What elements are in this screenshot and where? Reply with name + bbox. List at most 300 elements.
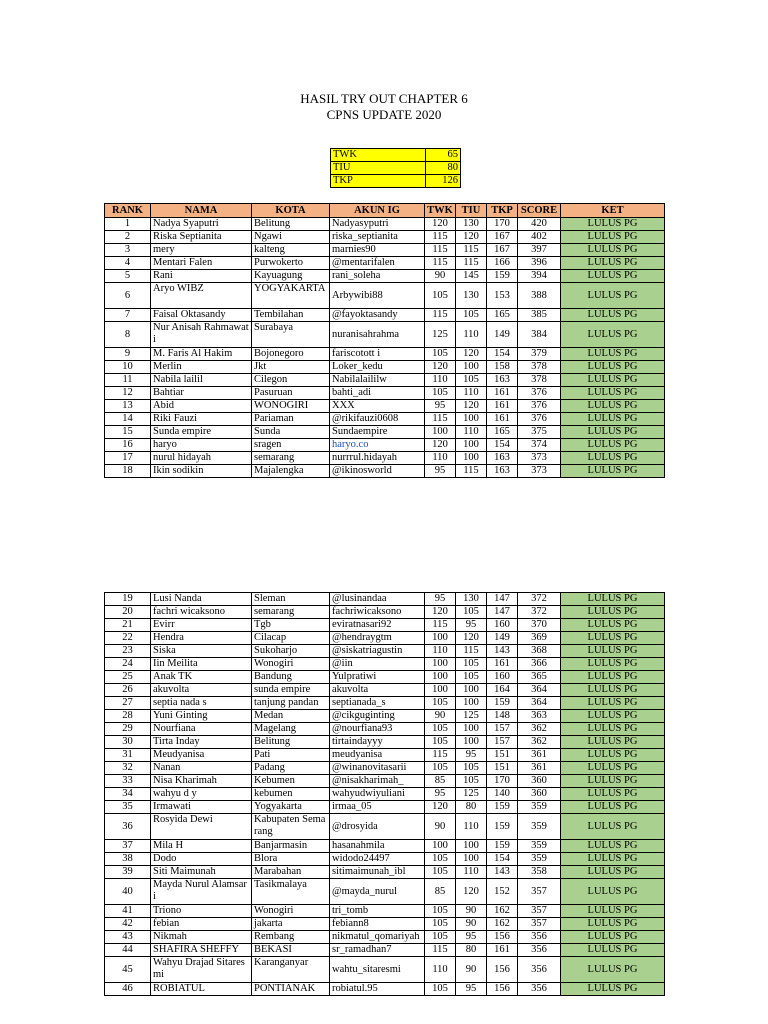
akun-ig-link[interactable]: haryo.co [330,439,425,452]
nama-cell: wahyu d y [151,788,252,801]
twk-cell: 100 [425,671,456,684]
rank-cell: 23 [105,645,151,658]
nama-cell: Aryo WIBZ [151,283,252,309]
results-table-bottom [104,592,665,996]
rank-cell: 10 [105,361,151,374]
nama-cell: Evirr [151,619,252,632]
ket-cell: LULUS PG [561,322,665,348]
score-cell: 359 [518,814,561,840]
nama-cell: Nisa Kharimah [151,775,252,788]
nama-cell: Siska [151,645,252,658]
table-row [105,309,665,322]
ket-cell: LULUS PG [561,452,665,465]
rank-cell: 33 [105,775,151,788]
tiu-cell: 100 [456,853,487,866]
table-row [105,983,665,996]
score-cell: 384 [518,322,561,348]
ket-cell: LULUS PG [561,309,665,322]
tkp-cell: 147 [487,593,518,606]
tkp-cell: 161 [487,413,518,426]
tkp-cell: 159 [487,814,518,840]
rank-cell: 30 [105,736,151,749]
table-row [105,749,665,762]
rank-cell: 38 [105,853,151,866]
header-row [105,204,665,218]
twk-cell: 120 [425,218,456,231]
nama-cell: haryo [151,439,252,452]
nama-cell: Nur Anisah Rahmawati [151,322,252,348]
score-cell: 362 [518,736,561,749]
score-cell: 394 [518,270,561,283]
score-cell: 359 [518,853,561,866]
table-row [105,671,665,684]
nama-cell: Nabila lailil [151,374,252,387]
table-row [105,801,665,814]
akun-ig-cell: @cikguginting [330,710,425,723]
table-row [105,957,665,983]
twk-cell: 105 [425,905,456,918]
tkp-cell: 162 [487,905,518,918]
table-row [105,244,665,257]
tkp-cell: 154 [487,348,518,361]
twk-cell: 110 [425,374,456,387]
tkp-cell: 159 [487,840,518,853]
tkp-cell: 162 [487,918,518,931]
col-rank-header: RANK [105,204,151,218]
rank-cell: 6 [105,283,151,309]
kota-cell: Belitung [252,736,330,749]
tkp-cell: 164 [487,684,518,697]
kota-cell: Banjarmasin [252,840,330,853]
table-row [105,452,665,465]
table-row [105,619,665,632]
table-row [105,762,665,775]
tkp-cell: 149 [487,322,518,348]
tkp-cell: 152 [487,879,518,905]
tkp-cell: 161 [487,944,518,957]
table-row [105,322,665,348]
ket-cell: LULUS PG [561,749,665,762]
tiu-cell: 125 [456,710,487,723]
tkp-cell: 167 [487,231,518,244]
nama-cell: febian [151,918,252,931]
twk-cell: 100 [425,632,456,645]
twk-cell: 90 [425,270,456,283]
kota-cell: Karanganyar [252,957,330,983]
nama-cell: Riki Fauzi [151,413,252,426]
score-cell: 356 [518,957,561,983]
kota-cell: Padang [252,762,330,775]
ket-cell: LULUS PG [561,218,665,231]
score-cell: 359 [518,840,561,853]
kota-cell: semarang [252,606,330,619]
table-row [105,814,665,840]
akun-ig-cell: Nabilalaililw [330,374,425,387]
kota-cell: kebumen [252,788,330,801]
tiu-cell: 130 [456,283,487,309]
tiu-cell: 100 [456,361,487,374]
twk-cell: 120 [425,606,456,619]
nama-cell: Hendra [151,632,252,645]
twk-cell: 95 [425,465,456,478]
tiu-cell: 130 [456,593,487,606]
tiu-cell: 120 [456,879,487,905]
rank-cell: 14 [105,413,151,426]
akun-ig-cell: eviratnasari92 [330,619,425,632]
score-cell: 385 [518,309,561,322]
threshold-value: 80 [426,162,461,175]
nama-cell: Merlin [151,361,252,374]
twk-cell: 110 [425,452,456,465]
rank-cell: 18 [105,465,151,478]
tiu-cell: 120 [456,231,487,244]
tiu-cell: 120 [456,400,487,413]
score-cell: 402 [518,231,561,244]
tiu-cell: 115 [456,244,487,257]
akun-ig-cell: meudyanisa [330,749,425,762]
score-cell: 359 [518,801,561,814]
ket-cell: LULUS PG [561,465,665,478]
tiu-cell: 105 [456,671,487,684]
tkp-cell: 158 [487,361,518,374]
score-cell: 357 [518,905,561,918]
tkp-cell: 166 [487,257,518,270]
tkp-cell: 160 [487,671,518,684]
table-row [105,905,665,918]
table-row [105,413,665,426]
ket-cell: LULUS PG [561,684,665,697]
rank-cell: 13 [105,400,151,413]
nama-cell: mery [151,244,252,257]
kota-cell: Yogyakarta [252,801,330,814]
nama-cell: Mila H [151,840,252,853]
ket-cell: LULUS PG [561,918,665,931]
twk-cell: 105 [425,866,456,879]
kota-cell: Medan [252,710,330,723]
twk-cell: 100 [425,840,456,853]
twk-cell: 115 [425,257,456,270]
rank-cell: 11 [105,374,151,387]
tiu-cell: 90 [456,957,487,983]
nama-cell: Rosyida Dewi [151,814,252,840]
rank-cell: 40 [105,879,151,905]
rank-cell: 36 [105,814,151,840]
akun-ig-cell: @mayda_nurul [330,879,425,905]
kota-cell: Bandung [252,671,330,684]
tkp-cell: 156 [487,983,518,996]
score-cell: 396 [518,257,561,270]
tiu-cell: 95 [456,749,487,762]
akun-ig-cell: wahtu_sitaresmi [330,957,425,983]
score-cell: 378 [518,361,561,374]
twk-cell: 115 [425,619,456,632]
kota-cell: Kebumen [252,775,330,788]
akun-ig-cell: fariscotott i [330,348,425,361]
table-row [105,736,665,749]
col-akun-ig-header: AKUN IG [330,204,425,218]
ket-cell: LULUS PG [561,593,665,606]
kota-cell: Majalengka [252,465,330,478]
score-cell: 376 [518,387,561,400]
tiu-cell: 105 [456,658,487,671]
akun-ig-cell: @rikifauzi0608 [330,413,425,426]
nama-cell: Nadya Syaputri [151,218,252,231]
table-row [105,361,665,374]
rank-cell: 43 [105,931,151,944]
score-cell: 362 [518,723,561,736]
nama-cell: septia nada s [151,697,252,710]
nama-cell: Mentari Falen [151,257,252,270]
col-twk-header: TWK [425,204,456,218]
table-row [105,697,665,710]
akun-ig-cell: Sundaempire [330,426,425,439]
table-row [105,853,665,866]
tiu-cell: 100 [456,452,487,465]
twk-cell: 120 [425,361,456,374]
tkp-cell: 156 [487,931,518,944]
tkp-cell: 156 [487,957,518,983]
kota-cell: Sleman [252,593,330,606]
score-cell: 370 [518,619,561,632]
threshold-value: 65 [426,149,461,162]
ket-cell: LULUS PG [561,788,665,801]
akun-ig-cell: @hendraygtm [330,632,425,645]
akun-ig-cell: @fayoktasandy [330,309,425,322]
akun-ig-cell: @nourfiana93 [330,723,425,736]
twk-cell: 105 [425,983,456,996]
tiu-cell: 105 [456,606,487,619]
results-table-top [104,203,665,478]
nama-cell: Anak TK [151,671,252,684]
tiu-cell: 105 [456,775,487,788]
threshold-row [331,175,461,188]
ket-cell: LULUS PG [561,619,665,632]
threshold-value: 126 [426,175,461,188]
kota-cell: Pasuruan [252,387,330,400]
score-cell: 356 [518,931,561,944]
nama-cell: Wahyu Drajad Sitaresmi [151,957,252,983]
rank-cell: 37 [105,840,151,853]
ket-cell: LULUS PG [561,710,665,723]
tkp-cell: 163 [487,452,518,465]
akun-ig-cell: febiann8 [330,918,425,931]
tkp-cell: 148 [487,710,518,723]
col-ket-header: KET [561,204,665,218]
score-cell: 375 [518,426,561,439]
akun-ig-cell: @drosyida [330,814,425,840]
tiu-cell: 95 [456,619,487,632]
kota-cell: Surabaya [252,322,330,348]
tkp-cell: 161 [487,387,518,400]
ket-cell: LULUS PG [561,645,665,658]
kota-cell: Sunda [252,426,330,439]
table-row [105,465,665,478]
rank-cell: 26 [105,684,151,697]
rank-cell: 42 [105,918,151,931]
ket-cell: LULUS PG [561,697,665,710]
table-row [105,658,665,671]
score-cell: 363 [518,710,561,723]
score-cell: 360 [518,775,561,788]
table-row [105,788,665,801]
col-nama-header: NAMA [151,204,252,218]
kota-cell: sragen [252,439,330,452]
twk-cell: 110 [425,957,456,983]
kota-cell: kalteng [252,244,330,257]
akun-ig-cell: marnies90 [330,244,425,257]
akun-ig-cell: @iin [330,658,425,671]
nama-cell: Bahtiar [151,387,252,400]
akun-ig-cell: akuvolta [330,684,425,697]
twk-cell: 120 [425,801,456,814]
table-row [105,710,665,723]
kota-cell: Pati [252,749,330,762]
twk-cell: 100 [425,658,456,671]
rank-cell: 22 [105,632,151,645]
tiu-cell: 110 [456,426,487,439]
nama-cell: Dodo [151,853,252,866]
twk-cell: 85 [425,775,456,788]
table-row [105,632,665,645]
rank-cell: 45 [105,957,151,983]
rank-cell: 29 [105,723,151,736]
rank-cell: 8 [105,322,151,348]
rank-cell: 35 [105,801,151,814]
nama-cell: Iin Meilita [151,658,252,671]
tiu-cell: 105 [456,762,487,775]
ket-cell: LULUS PG [561,931,665,944]
table-row [105,257,665,270]
nama-cell: Nourfiana [151,723,252,736]
twk-cell: 105 [425,918,456,931]
rank-cell: 32 [105,762,151,775]
twk-cell: 95 [425,400,456,413]
score-cell: 357 [518,879,561,905]
table-row [105,775,665,788]
tiu-cell: 120 [456,348,487,361]
tkp-cell: 157 [487,723,518,736]
threshold-label: TKP [331,175,426,188]
tiu-cell: 110 [456,814,487,840]
nama-cell: Abid [151,400,252,413]
nama-cell: Rani [151,270,252,283]
tkp-cell: 159 [487,697,518,710]
ket-cell: LULUS PG [561,244,665,257]
score-cell: 365 [518,671,561,684]
ket-cell: LULUS PG [561,361,665,374]
akun-ig-cell: widodo24497 [330,853,425,866]
ket-cell: LULUS PG [561,866,665,879]
score-cell: 356 [518,983,561,996]
akun-ig-cell: Nadyasyputri [330,218,425,231]
akun-ig-cell: nikmatul_qomariyah [330,931,425,944]
score-cell: 372 [518,593,561,606]
kota-cell: Tasikmalaya [252,879,330,905]
kota-cell: semarang [252,452,330,465]
table-row [105,231,665,244]
table-row [105,840,665,853]
table-row [105,593,665,606]
kota-cell: Magelang [252,723,330,736]
akun-ig-cell: bahti_adi [330,387,425,400]
kota-cell: Sukoharjo [252,645,330,658]
table-row [105,387,665,400]
table-row [105,270,665,283]
rank-cell: 4 [105,257,151,270]
twk-cell: 105 [425,723,456,736]
twk-cell: 105 [425,697,456,710]
ket-cell: LULUS PG [561,374,665,387]
tkp-cell: 149 [487,632,518,645]
twk-cell: 115 [425,944,456,957]
kota-cell: jakarta [252,918,330,931]
score-cell: 374 [518,439,561,452]
ket-cell: LULUS PG [561,413,665,426]
table-row [105,944,665,957]
tiu-cell: 105 [456,309,487,322]
twk-cell: 115 [425,231,456,244]
score-cell: 376 [518,413,561,426]
akun-ig-cell: fachriwicaksono [330,606,425,619]
nama-cell: Meudyanisa [151,749,252,762]
tiu-cell: 120 [456,632,487,645]
nama-cell: Tirta Inday [151,736,252,749]
tkp-cell: 143 [487,866,518,879]
tkp-cell: 161 [487,400,518,413]
ket-cell: LULUS PG [561,439,665,452]
score-cell: 373 [518,452,561,465]
twk-cell: 95 [425,788,456,801]
score-cell: 366 [518,658,561,671]
ket-cell: LULUS PG [561,400,665,413]
rank-cell: 2 [105,231,151,244]
rank-cell: 15 [105,426,151,439]
tiu-cell: 125 [456,788,487,801]
nama-cell: Irmawati [151,801,252,814]
tkp-cell: 153 [487,283,518,309]
tiu-cell: 100 [456,439,487,452]
akun-ig-cell: irmaa_05 [330,801,425,814]
nama-cell: Siti Maimunah [151,866,252,879]
kota-cell: PONTIANAK [252,983,330,996]
rank-cell: 44 [105,944,151,957]
table-row [105,348,665,361]
rank-cell: 12 [105,387,151,400]
kota-cell: sunda empire [252,684,330,697]
nama-cell: Sunda empire [151,426,252,439]
col-tiu-header: TIU [456,204,487,218]
twk-cell: 105 [425,348,456,361]
nama-cell: SHAFIRA SHEFFY [151,944,252,957]
akun-ig-cell: tri_tomb [330,905,425,918]
tkp-cell: 147 [487,606,518,619]
table-row [105,879,665,905]
tkp-cell: 167 [487,244,518,257]
score-cell: 378 [518,374,561,387]
rank-cell: 20 [105,606,151,619]
table-row [105,439,665,452]
akun-ig-cell: wahyudwiyuliani [330,788,425,801]
tkp-cell: 163 [487,465,518,478]
kota-cell: Cilacap [252,632,330,645]
kota-cell: Ngawi [252,231,330,244]
tiu-cell: 100 [456,840,487,853]
score-cell: 420 [518,218,561,231]
ket-cell: LULUS PG [561,348,665,361]
rank-cell: 24 [105,658,151,671]
twk-cell: 115 [425,749,456,762]
rank-cell: 39 [105,866,151,879]
